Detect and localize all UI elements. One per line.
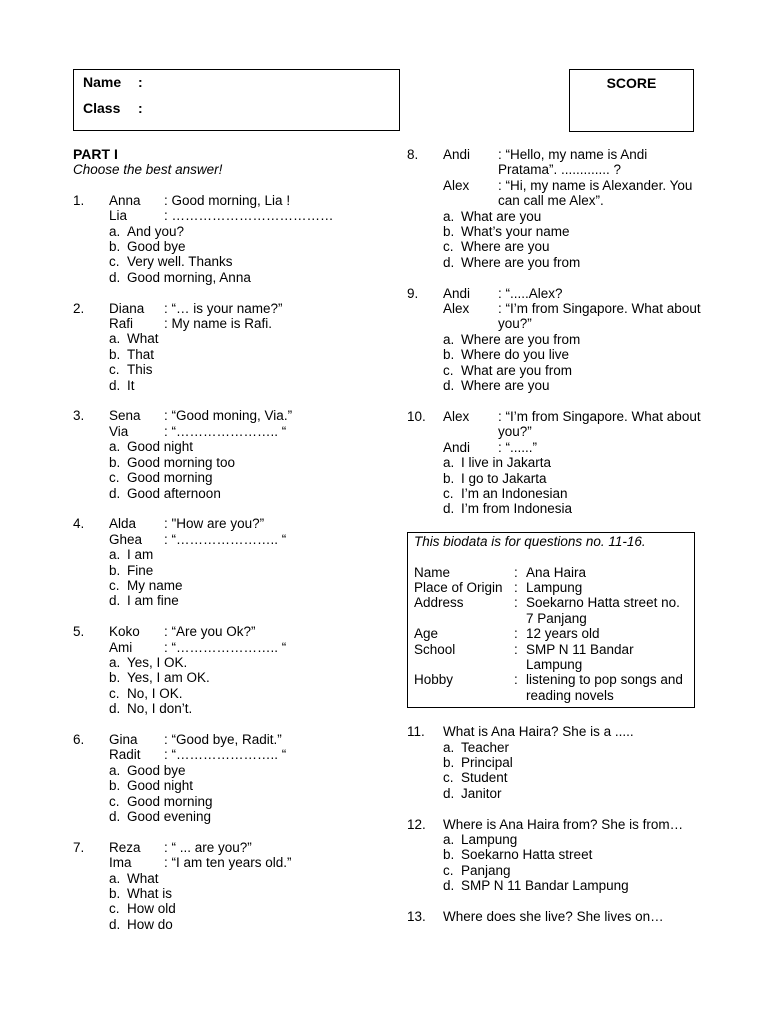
answer-option[interactable] — [109, 470, 393, 485]
answer-option[interactable] — [109, 670, 393, 685]
answer-option[interactable] — [443, 770, 707, 785]
question-item — [73, 193, 393, 285]
dialog-text: : "How are you?” — [164, 516, 265, 532]
option-letter: a. — [443, 208, 455, 224]
question-number: 13. — [407, 909, 426, 925]
question-item — [73, 840, 393, 932]
biodata-value: listening to pop songs and reading novels — [526, 672, 683, 703]
name-label: Name — [83, 74, 122, 90]
option-text: No, I OK. — [127, 685, 183, 701]
dialog-speaker: Andi — [443, 285, 471, 301]
biodata-box — [407, 532, 695, 708]
option-text: I am — [127, 547, 154, 563]
option-text: Yes, I am OK. — [127, 670, 210, 686]
option-text: What’s your name — [461, 224, 570, 240]
question-item — [73, 732, 393, 824]
option-text: Good bye — [127, 762, 186, 778]
name-field[interactable] — [83, 74, 143, 90]
question-body — [109, 732, 393, 824]
dialog-line — [109, 516, 393, 531]
answer-option[interactable] — [109, 486, 393, 501]
question-item — [407, 147, 707, 270]
option-text: Very well. Thanks — [127, 254, 233, 270]
answer-option[interactable] — [443, 501, 707, 516]
answer-option[interactable] — [109, 347, 393, 362]
question-body — [443, 286, 707, 394]
left-question-list — [73, 193, 393, 932]
question-body — [443, 724, 707, 801]
option-letter: a. — [443, 832, 455, 847]
option-text: How old — [127, 901, 176, 917]
biodata-value: SMP N 11 Bandar Lampung — [526, 641, 634, 672]
option-text: Good afternoon — [127, 485, 221, 501]
question-number: 1. — [73, 192, 85, 208]
question-body — [109, 193, 393, 285]
option-text: Teacher — [461, 739, 510, 755]
option-letter: b. — [443, 470, 455, 486]
question-body — [443, 409, 707, 517]
option-text: Where are you from — [461, 331, 581, 347]
option-letter: c. — [443, 362, 454, 378]
option-text: My name — [127, 577, 183, 593]
dialog-speaker: Alex — [443, 408, 470, 424]
dialog-speaker: Gina — [109, 731, 138, 747]
option-letter: b. — [443, 754, 455, 770]
dialog-speaker: Alex — [443, 177, 470, 193]
question-number: 10. — [407, 408, 426, 424]
dialog-text: : “I am ten years old.” — [164, 855, 292, 871]
option-letter: b. — [443, 847, 455, 863]
biodata-colon: : — [514, 579, 518, 595]
option-letter: c. — [109, 254, 120, 270]
answer-option[interactable] — [109, 917, 393, 932]
answer-option[interactable] — [443, 847, 707, 862]
answer-option[interactable] — [109, 455, 393, 470]
dialog-speaker: Lia — [109, 208, 128, 224]
biodata-colon: : — [514, 626, 518, 642]
answer-option[interactable] — [109, 593, 393, 608]
score-box[interactable] — [569, 69, 694, 132]
class-field[interactable] — [83, 100, 143, 116]
option-letter: c. — [443, 862, 454, 878]
option-text: Good evening — [127, 808, 212, 824]
answer-option[interactable] — [443, 755, 707, 770]
question-body — [443, 909, 707, 924]
option-text: What — [127, 331, 159, 347]
answer-option[interactable] — [443, 224, 707, 239]
option-text: Good morning — [127, 470, 213, 486]
question-number: 2. — [73, 300, 85, 316]
question-item — [73, 408, 393, 500]
answer-option[interactable] — [443, 455, 707, 470]
option-letter: d. — [443, 501, 455, 517]
answer-option[interactable] — [109, 547, 393, 562]
biodata-label: Place of Origin — [414, 579, 503, 595]
option-letter: d. — [109, 808, 121, 824]
option-letter: b. — [109, 346, 121, 362]
dialog-speaker: Anna — [109, 192, 141, 208]
question-number: 9. — [407, 285, 419, 301]
option-letter: a. — [109, 762, 121, 778]
option-text: And you? — [127, 223, 185, 239]
question-number: 4. — [73, 516, 85, 532]
biodata-colon: : — [514, 564, 518, 580]
option-text: Good night — [127, 439, 194, 455]
answer-option[interactable] — [443, 363, 707, 378]
dialog-speaker: Alex — [443, 301, 470, 317]
biodata-row — [414, 642, 688, 673]
dialog-line — [443, 147, 707, 178]
option-text: Principal — [461, 754, 513, 770]
dialog-text: : “………………….. “ — [164, 747, 287, 763]
option-text: Janitor — [461, 785, 502, 801]
dialog-text: : “Hi, my name is Alexander. You can call me Alex”. — [498, 177, 693, 209]
answer-option[interactable] — [109, 701, 393, 716]
answer-option[interactable] — [109, 763, 393, 778]
dialog-line — [109, 424, 393, 439]
dialog-speaker: Andi — [443, 147, 471, 162]
biodata-label: Hobby — [414, 672, 454, 688]
dialog-line — [109, 732, 393, 747]
option-letter: d. — [109, 593, 121, 609]
dialog-text: : “… is your name?” — [164, 300, 283, 316]
dialog-line — [443, 301, 707, 332]
option-letter: a. — [443, 455, 455, 471]
question-body — [109, 624, 393, 716]
option-letter: b. — [109, 454, 121, 470]
option-letter: d. — [109, 701, 121, 717]
instruction: Choose the best answer! — [73, 162, 223, 178]
biodata-row — [414, 595, 688, 626]
dialog-text: : “I’m from Singapore. What about you?” — [498, 408, 701, 440]
answer-option[interactable] — [109, 239, 393, 254]
option-letter: a. — [109, 439, 121, 455]
biodata-colon: : — [514, 672, 518, 688]
dialog-line — [109, 747, 393, 762]
question-body — [443, 147, 707, 270]
answer-option[interactable] — [443, 239, 707, 254]
biodata-label: School — [414, 641, 456, 657]
biodata-title: This biodata is for questions no. 11-16. — [414, 534, 646, 550]
class-label: Class — [83, 100, 121, 116]
option-text: Where are you — [461, 239, 550, 255]
question-body — [109, 516, 393, 608]
dialog-line — [443, 286, 707, 301]
answer-option[interactable] — [443, 378, 707, 393]
option-text: No, I don’t. — [127, 701, 193, 717]
option-text: What — [127, 870, 159, 886]
dialog-speaker: Reza — [109, 839, 141, 855]
option-text: Good morning, Anna — [127, 269, 251, 285]
biodata-row — [414, 565, 688, 580]
answer-option[interactable] — [443, 471, 707, 486]
biodata-row — [414, 580, 688, 595]
option-letter: b. — [109, 239, 121, 255]
dialog-text: : “………………….. “ — [164, 531, 287, 547]
dialog-line — [109, 408, 393, 423]
option-letter: b. — [109, 670, 121, 686]
dialog-line — [109, 193, 393, 208]
option-letter: c. — [109, 577, 120, 593]
answer-option[interactable] — [109, 578, 393, 593]
option-text: Soekarno Hatta street — [461, 847, 593, 863]
question-item — [407, 286, 707, 394]
answer-option[interactable] — [443, 786, 707, 801]
option-text: How do — [127, 916, 173, 932]
option-letter: c. — [443, 770, 454, 786]
option-letter: a. — [109, 654, 121, 670]
question-body — [109, 840, 393, 932]
option-text: This — [127, 362, 153, 378]
answer-option[interactable] — [443, 255, 707, 270]
option-letter: c. — [109, 901, 120, 917]
question-body — [443, 817, 707, 894]
option-text: Good bye — [127, 239, 186, 255]
option-letter: d. — [443, 378, 455, 394]
answer-option[interactable] — [109, 886, 393, 901]
option-letter: d. — [443, 785, 455, 801]
dialog-speaker: Rafi — [109, 316, 134, 332]
option-letter: a. — [443, 739, 455, 755]
dialog-line — [109, 301, 393, 316]
answer-option[interactable] — [109, 331, 393, 346]
option-text: Panjang — [461, 862, 511, 878]
question-number: 11. — [407, 724, 425, 740]
biodata-value: 12 years old — [526, 626, 600, 642]
answer-option[interactable] — [443, 740, 707, 755]
answer-option[interactable] — [109, 778, 393, 793]
class-colon: : — [138, 100, 143, 116]
dialog-speaker: Ima — [109, 855, 132, 871]
student-info-box — [73, 69, 400, 131]
answer-option[interactable] — [109, 439, 393, 454]
right-top-question-list — [407, 147, 707, 517]
option-text: Yes, I OK. — [127, 654, 188, 670]
question-item — [407, 909, 707, 924]
option-text: What are you from — [461, 362, 573, 378]
option-text: What are you — [461, 208, 542, 224]
name-colon: : — [138, 74, 143, 90]
biodata-row — [414, 672, 688, 703]
dialog-text: : My name is Rafi. — [164, 316, 273, 332]
dialog-text: : ……………………………… — [164, 208, 334, 224]
answer-option[interactable] — [109, 563, 393, 578]
question-number: 3. — [73, 408, 85, 424]
answer-option[interactable] — [443, 332, 707, 347]
option-text: Where do you live — [461, 347, 570, 363]
dialog-speaker: Via — [109, 423, 129, 439]
option-letter: d. — [109, 916, 121, 932]
option-letter: a. — [109, 547, 121, 563]
option-letter: b. — [109, 562, 121, 578]
question-number: 7. — [73, 839, 85, 855]
option-letter: c. — [109, 685, 120, 701]
answer-option[interactable] — [443, 209, 707, 224]
answer-option[interactable] — [443, 878, 707, 893]
dialog-speaker: Ghea — [109, 531, 143, 547]
option-text: Good morning — [127, 793, 213, 809]
biodata-value: Ana Haira — [526, 564, 587, 580]
option-letter: c. — [443, 485, 454, 501]
option-text: Where are you from — [461, 254, 581, 270]
question-item — [73, 624, 393, 716]
dialog-speaker: Andi — [443, 439, 471, 455]
part-title: PART I — [73, 146, 118, 162]
left-column — [73, 147, 393, 948]
question-item — [407, 724, 707, 801]
answer-option[interactable] — [109, 378, 393, 393]
option-letter: c. — [443, 239, 454, 255]
option-letter: c. — [109, 470, 120, 486]
question-stem: What is Ana Haira? She is a ..... — [443, 724, 634, 740]
dialog-line — [109, 840, 393, 855]
dialog-text: : “......” — [498, 439, 537, 455]
dialog-speaker: Alda — [109, 516, 137, 532]
option-letter: b. — [109, 886, 121, 901]
dialog-speaker: Koko — [109, 624, 140, 640]
question-body — [109, 408, 393, 500]
option-letter: b. — [109, 778, 121, 794]
dialog-speaker: Sena — [109, 408, 141, 424]
biodata-row — [414, 626, 688, 641]
option-text: I live in Jakarta — [461, 455, 552, 471]
answer-option[interactable] — [109, 224, 393, 239]
option-letter: a. — [443, 331, 455, 347]
option-text: I am fine — [127, 593, 179, 609]
option-letter: d. — [109, 377, 121, 393]
answer-option[interactable] — [109, 794, 393, 809]
dialog-line — [109, 208, 393, 223]
question-item — [407, 817, 707, 894]
dialog-text: : “Good bye, Radit.” — [164, 731, 282, 747]
option-letter: b. — [443, 224, 455, 240]
option-letter: a. — [109, 870, 121, 886]
option-letter: d. — [109, 269, 121, 285]
dialog-text: : “.....Alex? — [498, 285, 563, 301]
dialog-line — [443, 409, 707, 440]
answer-option[interactable] — [109, 901, 393, 916]
answer-option[interactable] — [109, 686, 393, 701]
question-item — [73, 516, 393, 608]
question-body — [109, 301, 393, 393]
dialog-text: : “Are you Ok?” — [164, 624, 256, 640]
dialog-text: : “………………….. “ — [164, 639, 287, 655]
option-text: Student — [461, 770, 508, 786]
option-text: Good morning too — [127, 454, 236, 470]
option-text: What is — [127, 886, 173, 901]
score-label: SCORE — [606, 75, 657, 91]
answer-option[interactable] — [109, 809, 393, 824]
dialog-text: : “ ... are you?” — [164, 839, 252, 855]
question-number: 6. — [73, 731, 85, 747]
option-letter: d. — [109, 485, 121, 501]
answer-option[interactable] — [109, 270, 393, 285]
dialog-line — [109, 316, 393, 331]
answer-option[interactable] — [109, 254, 393, 269]
option-text: I go to Jakarta — [461, 470, 547, 486]
answer-option[interactable] — [443, 832, 707, 847]
biodata-colon: : — [514, 641, 518, 657]
dialog-text: : “………………….. “ — [164, 423, 287, 439]
answer-option[interactable] — [109, 362, 393, 377]
question-number: 5. — [73, 624, 85, 640]
question-stem: Where does she live? She lives on… — [443, 909, 664, 925]
option-text: I’m an Indonesian — [461, 485, 568, 501]
option-text: Lampung — [461, 832, 518, 847]
right-column — [407, 147, 707, 940]
dialog-line — [109, 532, 393, 547]
dialog-speaker: Diana — [109, 300, 145, 316]
biodata-label: Address — [414, 595, 464, 611]
biodata-label: Age — [414, 626, 439, 642]
dialog-line — [443, 440, 707, 455]
dialog-text: : “Hello, my name is Andi Pratama”. ............. ? — [498, 147, 648, 178]
dialog-line — [109, 855, 393, 870]
option-text: It — [127, 377, 135, 393]
option-letter: c. — [109, 793, 120, 809]
biodata-value: Lampung — [526, 579, 583, 595]
option-text: Good night — [127, 778, 194, 794]
option-letter: b. — [443, 347, 455, 363]
question-stem: Where is Ana Haira from? She is from… — [443, 816, 684, 832]
option-text: I’m from Indonesia — [461, 501, 573, 517]
biodata-label: Name — [414, 564, 451, 580]
question-item — [73, 301, 393, 393]
dialog-speaker: Radit — [109, 747, 141, 763]
biodata-rows — [414, 565, 688, 704]
dialog-text: : Good morning, Lia ! — [164, 192, 291, 208]
dialog-speaker: Ami — [109, 639, 133, 655]
option-letter: d. — [443, 878, 455, 894]
answer-option[interactable] — [109, 871, 393, 886]
dialog-line — [109, 624, 393, 639]
dialog-text: : “I’m from Singapore. What about you?” — [498, 301, 701, 332]
right-bottom-question-list — [407, 724, 707, 924]
question-number: 8. — [407, 147, 419, 162]
answer-option[interactable] — [443, 486, 707, 501]
option-letter: d. — [443, 254, 455, 270]
dialog-line — [443, 178, 707, 209]
answer-option[interactable] — [109, 655, 393, 670]
dialog-line — [109, 640, 393, 655]
biodata-colon: : — [514, 595, 518, 611]
option-letter: a. — [109, 331, 121, 347]
question-item — [407, 409, 707, 517]
option-text: That — [127, 346, 155, 362]
question-number: 12. — [407, 816, 426, 832]
biodata-value: Soekarno Hatta street no. 7 Panjang — [526, 595, 680, 626]
option-text: Fine — [127, 562, 154, 578]
option-letter: a. — [109, 223, 121, 239]
option-letter: c. — [109, 362, 120, 378]
option-text: SMP N 11 Bandar Lampung — [461, 878, 629, 894]
answer-option[interactable] — [443, 347, 707, 362]
dialog-text: : “Good moning, Via.” — [164, 408, 293, 424]
answer-option[interactable] — [443, 863, 707, 878]
option-text: Where are you — [461, 378, 550, 394]
